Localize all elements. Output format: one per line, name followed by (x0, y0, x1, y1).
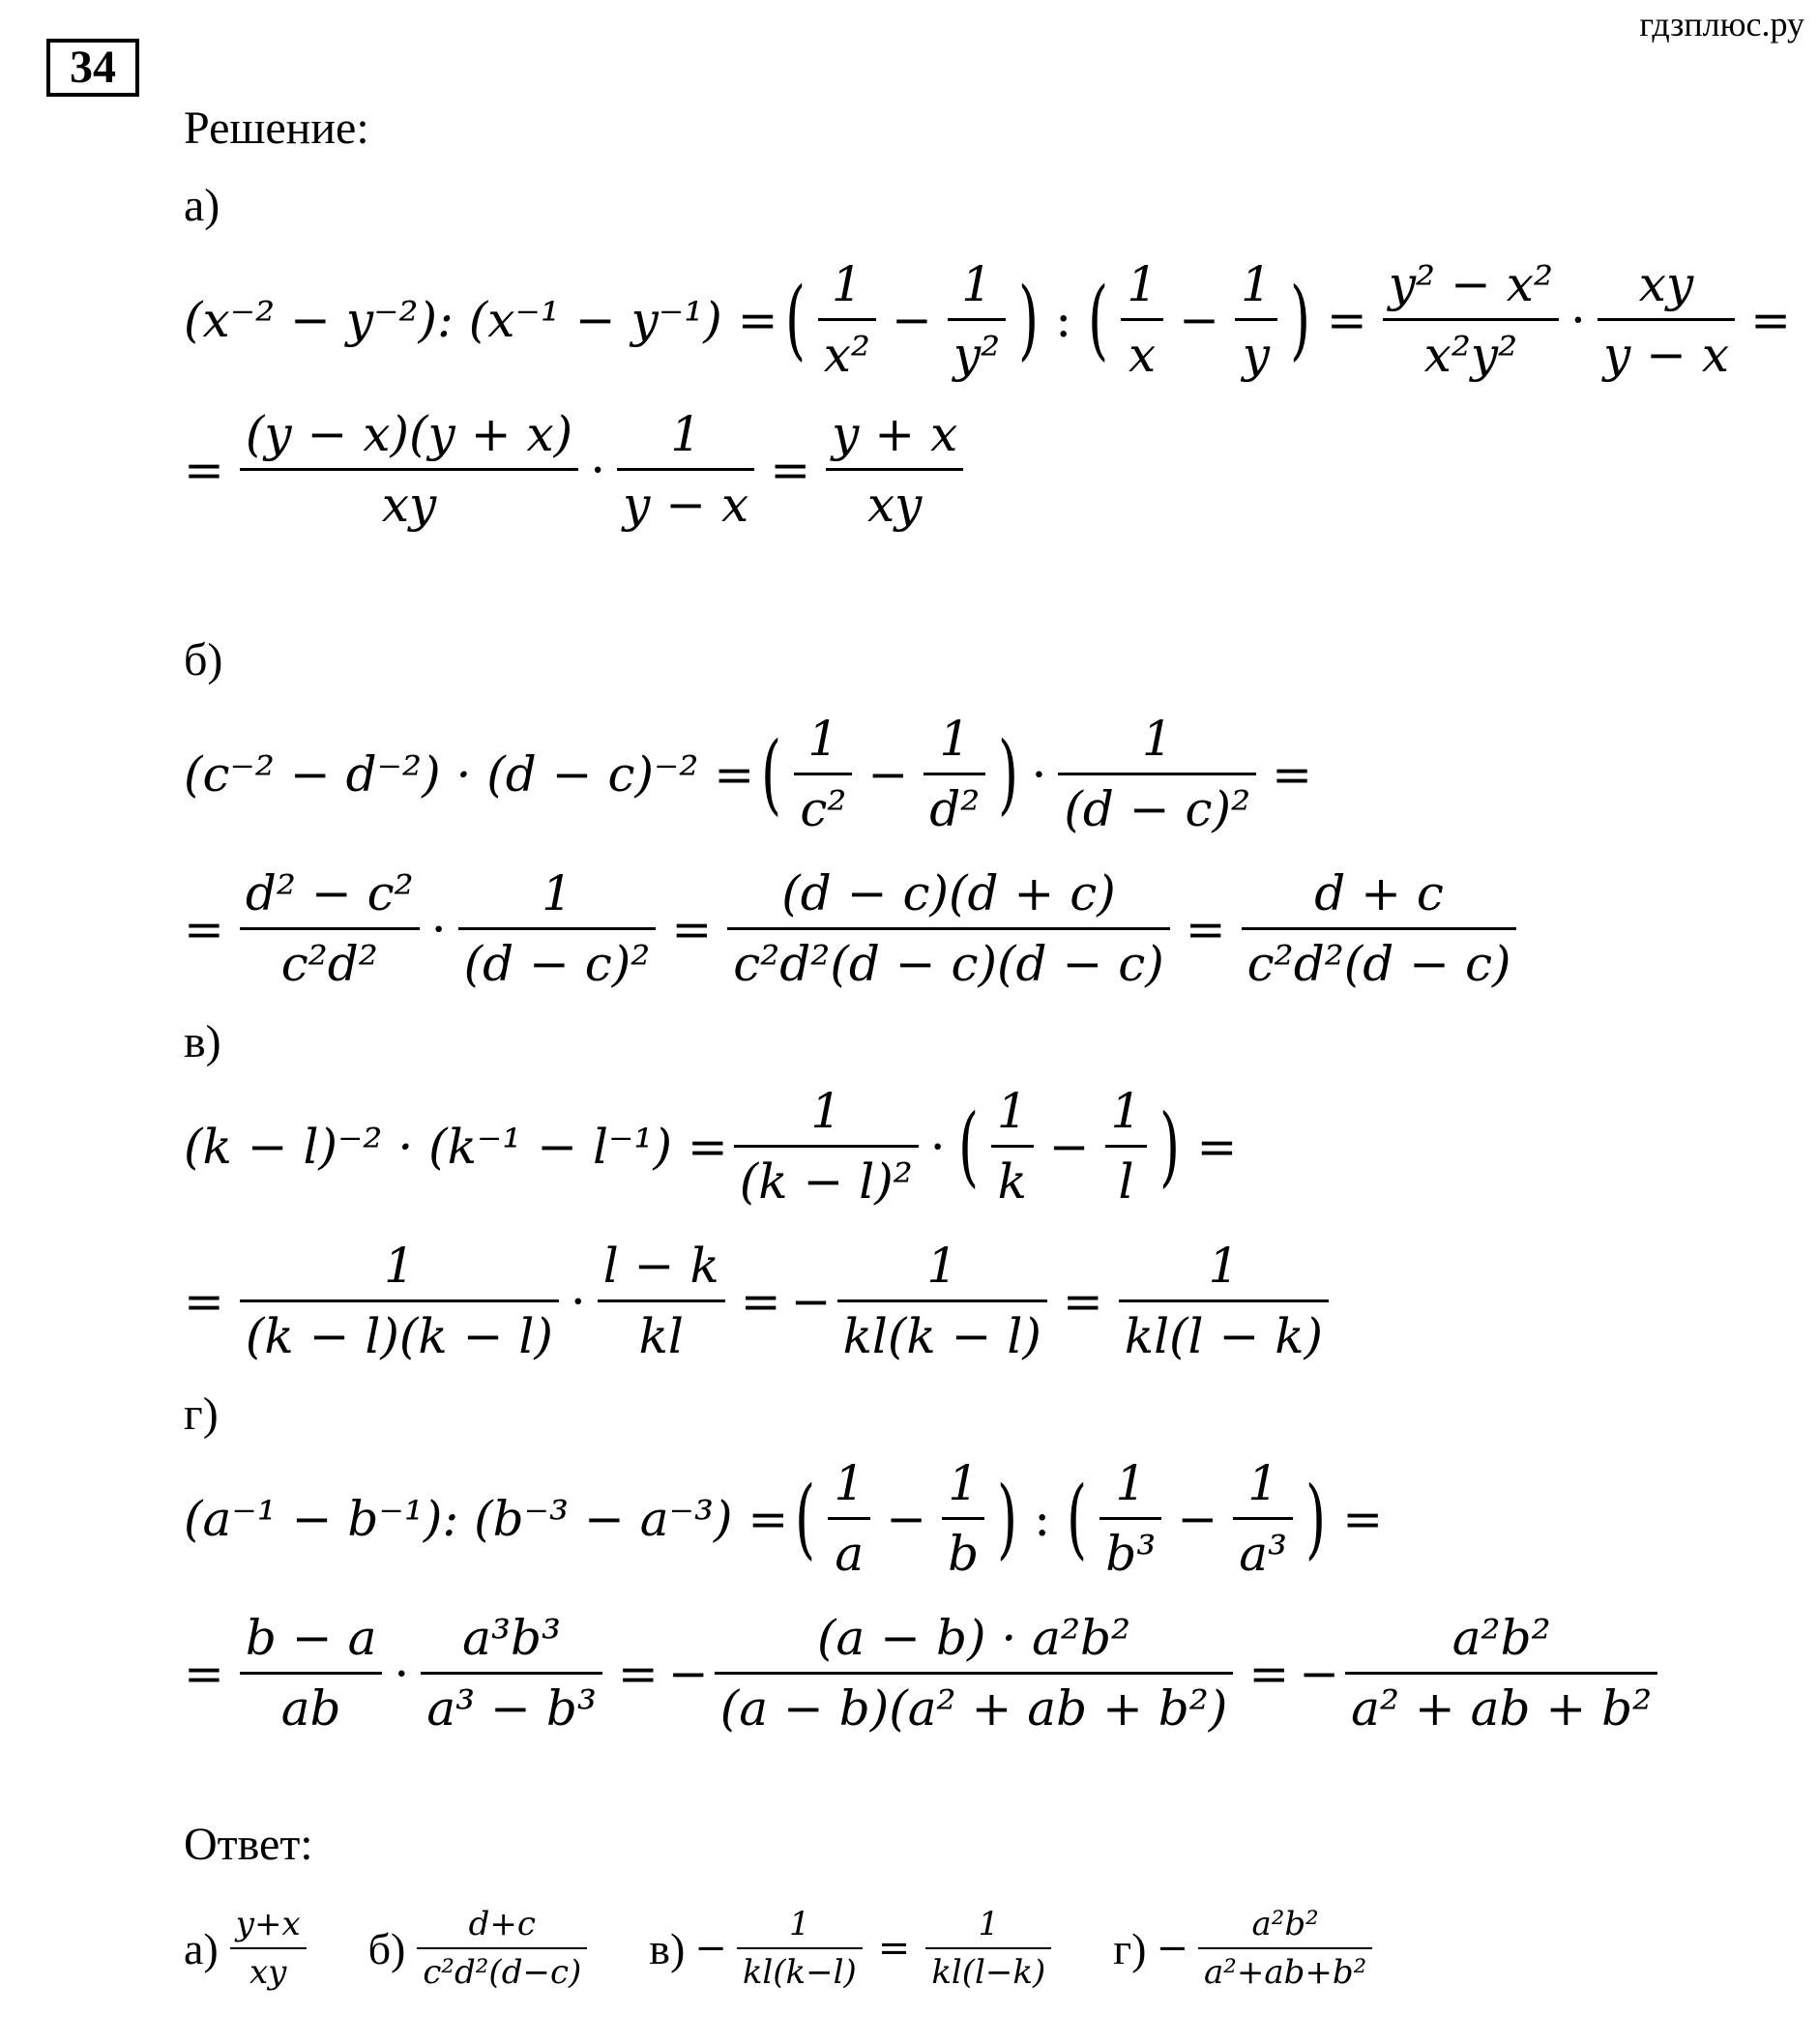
numerator: d² − c² (245, 865, 414, 921)
numerator: d + c (1314, 865, 1444, 921)
fraction (1198, 1905, 1372, 1992)
fraction (230, 1905, 307, 1992)
denominator: xy (230, 1947, 307, 1992)
minus: − (886, 1490, 927, 1547)
minus: − (667, 1645, 709, 1702)
numerator: 1 (542, 865, 572, 921)
numerator: y² − x² (1388, 256, 1554, 312)
answer-b-label: б) (367, 1923, 406, 1973)
part-b-label: б) (184, 634, 223, 686)
denominator: a² + ab + b² (1345, 1672, 1657, 1737)
minus: − (1048, 1118, 1090, 1175)
part-a-lhs: (x⁻² − y⁻²): (x⁻¹ − y⁻¹) = (184, 291, 778, 348)
fraction (1345, 1610, 1657, 1737)
denominator: kl(l − k) (1119, 1299, 1329, 1364)
answer-b (368, 1905, 594, 1992)
equals: = (877, 1926, 911, 1971)
left-paren: ( (957, 1095, 979, 1197)
left-paren: ( (1088, 268, 1109, 370)
fraction (948, 256, 1006, 383)
numerator: (d − c)(d + c) (781, 865, 1116, 921)
denominator: (d − c)² (458, 927, 657, 992)
right-paren: ) (1305, 1467, 1327, 1569)
denominator: c² (794, 773, 852, 837)
minus: − (1179, 291, 1219, 348)
denominator: a³ − b³ (421, 1672, 602, 1737)
left-paren: ( (795, 1467, 816, 1569)
fraction (240, 1610, 383, 1737)
fraction (1121, 256, 1163, 383)
numerator: l − k (602, 1238, 719, 1294)
multiply-dot: · (1031, 745, 1047, 803)
equals: = (184, 900, 224, 957)
right-paren: ) (997, 1467, 1018, 1569)
denominator: k (991, 1145, 1034, 1210)
denominator: y − x (1598, 318, 1735, 383)
numerator: 1 (383, 1238, 415, 1294)
multiply-dot: · (590, 441, 606, 498)
numerator: 1 (807, 711, 839, 767)
left-paren: ( (784, 268, 806, 370)
part-a-line1 (184, 256, 1801, 383)
multiply-dot: · (570, 1272, 586, 1329)
fraction (1058, 711, 1256, 837)
answer-a (184, 1905, 312, 1992)
fraction (240, 1238, 559, 1364)
answers-row (184, 1905, 1434, 1992)
numerator: a²b² (1251, 1905, 1319, 1943)
equals: = (1185, 900, 1226, 957)
equals: = (1062, 1272, 1103, 1329)
fraction (1235, 256, 1277, 383)
colon: : (1034, 1490, 1051, 1547)
numerator: a³b³ (462, 1610, 562, 1666)
denominator: c²d² (240, 927, 420, 992)
fraction (794, 711, 852, 837)
numerator: a²b² (1451, 1610, 1551, 1666)
denominator: (k − l)² (734, 1145, 919, 1210)
numerator: 1 (788, 1905, 810, 1943)
part-g-label: г) (184, 1388, 219, 1440)
equals: = (184, 1645, 224, 1702)
equals: = (740, 1272, 781, 1329)
numerator: 1 (1115, 1455, 1147, 1511)
fraction (1119, 1238, 1329, 1364)
numerator: 1 (1110, 1083, 1142, 1139)
denominator: c²d²(d − c)(d − c) (727, 927, 1170, 992)
equals: = (184, 441, 224, 498)
equals: = (671, 900, 713, 957)
answer-a-label: а) (184, 1923, 219, 1973)
right-paren: ) (998, 722, 1019, 825)
equals: = (1326, 291, 1367, 348)
fraction (1598, 256, 1735, 383)
numerator: b − a (245, 1610, 377, 1666)
answer-v (649, 1905, 1057, 1992)
fraction (240, 406, 578, 533)
numerator: (a − b) · a²b² (816, 1610, 1131, 1666)
minus: − (1299, 1645, 1340, 1702)
denominator: ab (240, 1672, 383, 1737)
numerator: 1 (996, 1083, 1028, 1139)
denominator: x (1121, 318, 1163, 383)
numerator: 1 (1247, 1455, 1279, 1511)
denominator: b (942, 1517, 984, 1582)
minus: − (694, 1926, 727, 1971)
site-watermark: гдзплюс.ру (1639, 5, 1804, 44)
solution-heading: Решение: (184, 102, 369, 154)
numerator: (y − x)(y + x) (245, 406, 573, 462)
equals: = (1342, 1490, 1384, 1547)
answer-g (1113, 1905, 1378, 1992)
fraction (737, 1905, 863, 1992)
numerator: 1 (978, 1905, 1000, 1943)
fraction (727, 865, 1170, 992)
right-paren: ) (1159, 1095, 1181, 1197)
denominator: kl(k−l) (737, 1947, 863, 1992)
denominator: (d − c)² (1058, 773, 1256, 837)
fraction (837, 1238, 1047, 1364)
multiply-dot: · (430, 900, 447, 957)
fraction (828, 1455, 870, 1582)
fraction (942, 1455, 984, 1582)
numerator: 1 (961, 256, 992, 312)
left-paren: ( (1067, 1467, 1088, 1569)
part-g-line1 (184, 1455, 1393, 1582)
fraction (1233, 1455, 1293, 1582)
numerator: 1 (1240, 256, 1272, 312)
denominator: y² (948, 318, 1006, 383)
denominator: xy (826, 468, 963, 533)
multiply-dot: · (394, 1645, 410, 1702)
numerator: y+x (235, 1905, 301, 1943)
denominator: y − x (617, 468, 754, 533)
fraction (1105, 1083, 1148, 1210)
multiply-dot: · (929, 1118, 946, 1175)
part-b-line1 (184, 711, 1322, 837)
denominator: (a − b)(a² + ab + b²) (715, 1672, 1234, 1737)
denominator: a (828, 1517, 870, 1582)
fraction (1100, 1455, 1161, 1582)
denominator: (k − l)(k − l) (240, 1299, 559, 1364)
fraction (598, 1238, 725, 1364)
denominator: xy (240, 468, 578, 533)
minus: − (1177, 1490, 1218, 1547)
part-v-label: в) (184, 1016, 221, 1067)
denominator: kl(k − l) (837, 1299, 1047, 1364)
denominator: d² (924, 773, 985, 837)
numerator: 1 (670, 406, 702, 462)
equals: = (1272, 745, 1313, 803)
answer-v-label: в) (649, 1923, 686, 1973)
numerator: 1 (948, 1455, 980, 1511)
numerator: 1 (834, 1455, 865, 1511)
equals: = (1750, 291, 1791, 348)
right-paren: ) (1018, 268, 1040, 370)
fraction (924, 711, 985, 837)
part-g-lhs: (a⁻¹ − b⁻¹): (b⁻³ − a⁻³) = (184, 1490, 789, 1547)
fraction (826, 406, 963, 533)
denominator: c²d²(d−c) (417, 1947, 587, 1992)
equals: = (770, 441, 811, 498)
denominator: x² (818, 318, 876, 383)
denominator: y (1235, 318, 1277, 383)
right-paren: ) (1289, 268, 1310, 370)
part-a-line2 (184, 406, 969, 533)
equals: = (1248, 1645, 1290, 1702)
fraction (925, 1905, 1051, 1992)
left-paren: ( (761, 722, 782, 825)
numerator: 1 (926, 1238, 958, 1294)
fraction (458, 865, 657, 992)
minus: − (1156, 1926, 1188, 1971)
answer-heading: Ответ: (184, 1819, 313, 1870)
denominator: c²d²(d − c) (1242, 927, 1517, 992)
equals: = (184, 1272, 224, 1329)
numerator: 1 (831, 256, 863, 312)
part-g-line2 (184, 1610, 1663, 1737)
fraction (734, 1083, 919, 1210)
part-a-label: а) (184, 180, 220, 231)
numerator: y + x (832, 406, 958, 462)
part-b-lhs: (c⁻² − d⁻²) · (d − c)⁻² = (184, 745, 755, 803)
colon: : (1055, 291, 1072, 348)
numerator: xy (1638, 256, 1694, 312)
equals: = (617, 1645, 659, 1702)
denominator: x²y² (1383, 318, 1559, 383)
fraction (1383, 256, 1559, 383)
problem-number: 34 (46, 39, 139, 97)
numerator: 1 (810, 1083, 842, 1139)
part-v-line2 (184, 1238, 1334, 1364)
numerator: 1 (1208, 1238, 1240, 1294)
denominator: kl(l−k) (925, 1947, 1051, 1992)
denominator: a³ (1233, 1517, 1293, 1582)
fraction (715, 1610, 1234, 1737)
denominator: b³ (1100, 1517, 1161, 1582)
numerator: 1 (939, 711, 971, 767)
part-v-line1 (184, 1083, 1246, 1210)
fraction (818, 256, 876, 383)
fraction (617, 406, 754, 533)
answer-g-label: г) (1113, 1923, 1147, 1973)
fraction (1242, 865, 1517, 992)
part-b-line2 (184, 865, 1522, 992)
fraction (240, 865, 420, 992)
denominator: l (1105, 1145, 1148, 1210)
numerator: 1 (1127, 256, 1158, 312)
numerator: d+c (468, 1905, 536, 1943)
fraction (991, 1083, 1034, 1210)
equals: = (1196, 1118, 1238, 1175)
denominator: a²+ab+b² (1198, 1947, 1372, 1992)
numerator: 1 (1141, 711, 1173, 767)
multiply-dot: · (1570, 291, 1586, 348)
minus: − (891, 291, 932, 348)
fraction (417, 1905, 587, 1992)
minus: − (867, 745, 909, 803)
fraction (421, 1610, 602, 1737)
denominator: kl (598, 1299, 725, 1364)
minus: − (790, 1272, 832, 1329)
part-v-lhs: (k − l)⁻² · (k⁻¹ − l⁻¹) = (184, 1118, 728, 1175)
